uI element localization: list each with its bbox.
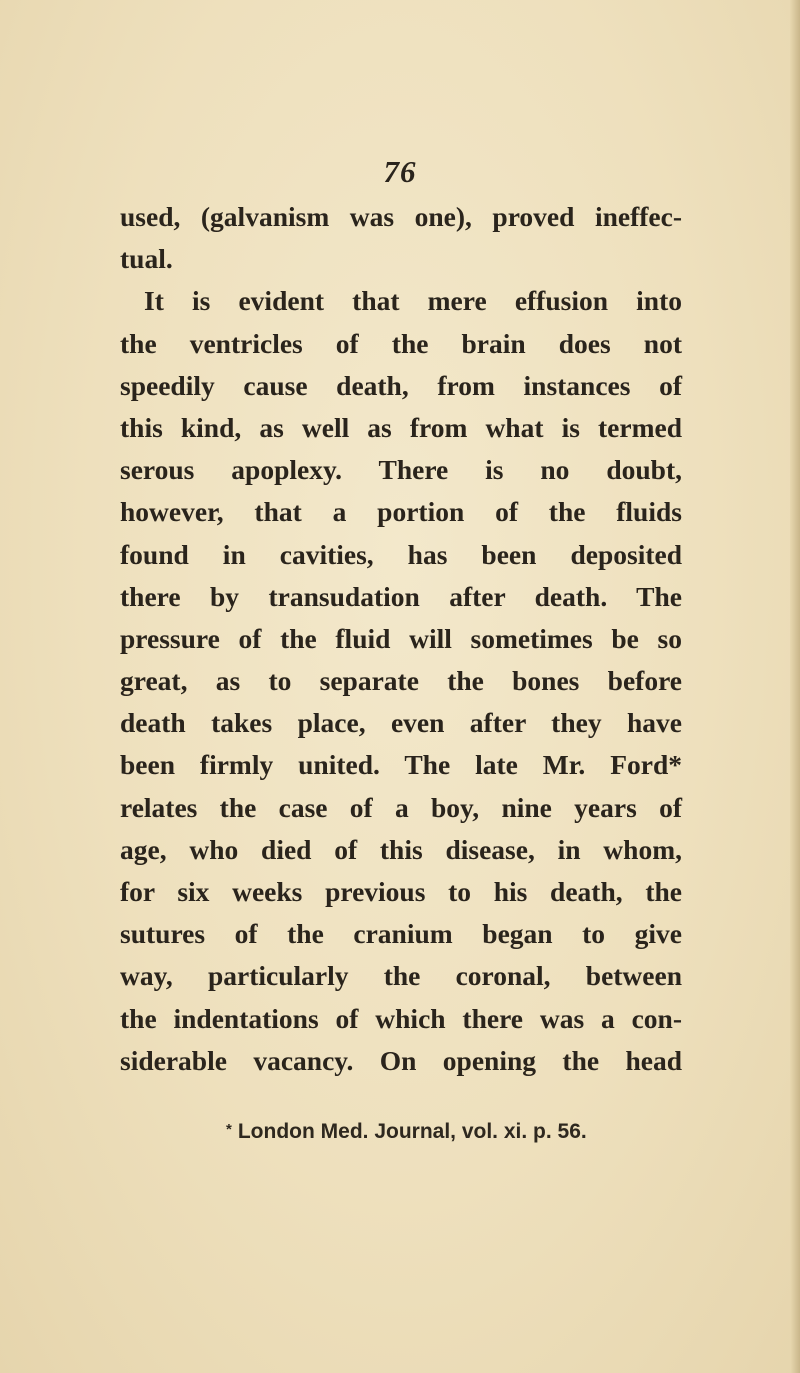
text-line-19: way, particularly the coronal, between (120, 960, 682, 992)
footnote-mark: * (226, 1121, 232, 1138)
text-line-14: been firmly united. The late Mr. Ford* (120, 749, 682, 781)
text-line-20: the indentations of which there was a con- (120, 1002, 682, 1034)
text-line-16: age, who died of this disease, in whom, (120, 833, 682, 865)
text-line-10: there by transudation after death. The (120, 580, 682, 612)
text-line-1: used, (galvanism was one), proved ineffec- (120, 201, 682, 232)
text-line-12: great, as to separate the bones before (120, 665, 682, 697)
text-line-6: this kind, as well as from what is termed (120, 411, 682, 443)
text-line-8: however, that a portion of the fluids (120, 496, 682, 528)
page-edge (790, 0, 800, 1373)
text-line-9: found in cavities, has been deposited (120, 538, 682, 570)
text-line-17: for six weeks previous to his death, the (120, 876, 682, 907)
text-line-15: relates the case of a boy, nine years of (120, 791, 682, 823)
text-line-7: serous apoplexy. There is no doubt, (120, 454, 682, 486)
text-line-3: It is evident that mere effusion into (144, 285, 682, 317)
footnote-text: London Med. Journal, vol. xi. p. 56. (237, 1120, 587, 1143)
page-number: 76 (383, 154, 417, 189)
text-line-2: tual. (120, 243, 173, 275)
footnote (226, 1120, 587, 1144)
text-line-21: siderable vacancy. On opening the head (120, 1044, 682, 1076)
text-line-13: death takes place, even after they have (120, 707, 682, 739)
text-line-18: sutures of the cranium began to give (120, 918, 682, 950)
text-line-4: the ventricles of the brain does not (120, 327, 682, 359)
body-text (120, 196, 682, 1082)
text-line-11: pressure of the fluid will sometimes be so (120, 622, 682, 654)
text-line-5: speedily cause death, from instances of (120, 369, 682, 401)
